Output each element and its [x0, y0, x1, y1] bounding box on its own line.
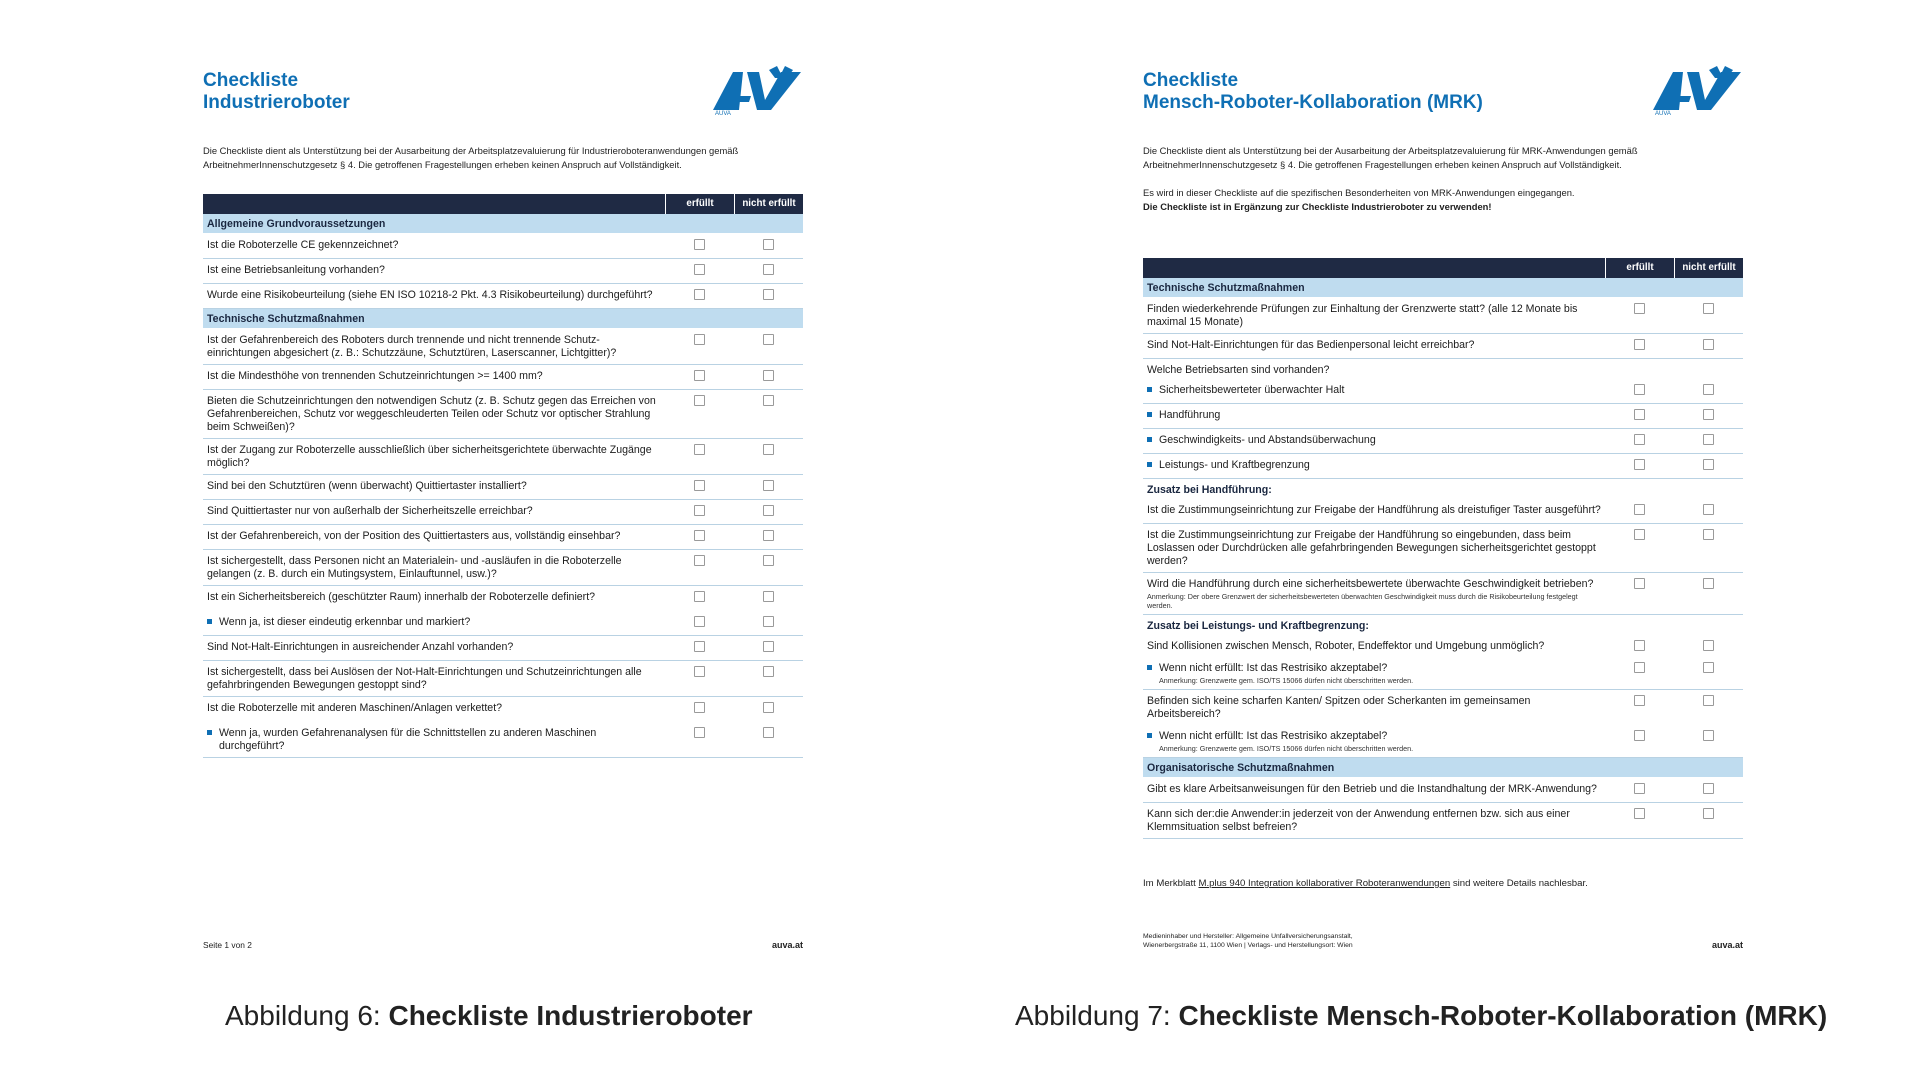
- table-row: Ist ein Sicherheitsbereich (geschützter Raum) innerhalb der Roboterzelle definiert?: [203, 586, 803, 611]
- table-row: Welche Betriebsarten sind vorhanden?: [1147, 364, 1330, 376]
- checkbox-erfuellt[interactable]: [1634, 783, 1645, 794]
- checkbox-nicht-erfuellt[interactable]: [1703, 578, 1714, 589]
- checkbox-erfuellt[interactable]: [694, 727, 705, 738]
- table-row: Wird die Handführung durch eine sicherheitsbewertete überwachte Geschwindigkeit betrieben? Anmerkung: Der obere Grenzwert der sicherheitsbewerteten überwachten Geschwindigkeit muss durch die Risikobeurteilung festgelegt werden.: [1143, 573, 1743, 615]
- checkbox-nicht-erfuellt[interactable]: [763, 370, 774, 381]
- subsection-label: Zusatz bei Handführung:: [1147, 484, 1272, 496]
- table-row: Ist die Roboterzelle mit anderen Maschinen/Anlagen verkettet?: [203, 697, 803, 722]
- checkbox-erfuellt[interactable]: [1634, 459, 1645, 470]
- checkbox-erfuellt[interactable]: [1634, 808, 1645, 819]
- checkbox-erfuellt[interactable]: [694, 334, 705, 345]
- table-row: Kann sich der:die Anwender:in jederzeit von der Anwendung entfernen bzw. sich aus einer Klemmsituation selbst befreien?: [1143, 803, 1743, 839]
- table-row: Ist die Mindesthöhe von trennenden Schutzeinrichtungen >= 1400 mm?: [203, 365, 803, 390]
- checkbox-erfuellt[interactable]: [694, 616, 705, 627]
- checkbox-erfuellt[interactable]: [1634, 409, 1645, 420]
- checkbox-nicht-erfuellt[interactable]: [1703, 459, 1714, 470]
- website-link[interactable]: auva.at: [1711, 940, 1743, 950]
- section-header: Technische Schutzmaßnahmen: [203, 309, 803, 329]
- table-row: Sind Kollisionen zwischen Mensch, Roboter, Endeffektor und Umgebung unmöglich?: [1143, 635, 1743, 657]
- checkbox-nicht-erfuellt[interactable]: [763, 264, 774, 275]
- merkblatt-link[interactable]: M.plus 940 Integration kollaborativer Roboteranwendungen: [1198, 878, 1451, 889]
- checkbox-nicht-erfuellt[interactable]: [763, 591, 774, 602]
- checkbox-nicht-erfuellt[interactable]: [1703, 434, 1714, 445]
- checkbox-erfuellt[interactable]: [694, 480, 705, 491]
- col-erfuellt: erfüllt: [665, 194, 734, 214]
- subsection-label: Zusatz bei Leistungs- und Kraftbegrenzung:: [1147, 620, 1369, 632]
- checkbox-erfuellt[interactable]: [1634, 640, 1645, 651]
- table-row: Ist der Zugang zur Roboterzelle ausschließlich über sicherheitsgerichtete überwachte Zugänge möglich?: [203, 439, 803, 475]
- table-row: Sind Not-Halt-Einrichtungen für das Bedienpersonal leicht erreichbar?: [1143, 334, 1743, 359]
- checkbox-erfuellt[interactable]: [694, 289, 705, 300]
- checkbox-nicht-erfuellt[interactable]: [763, 334, 774, 345]
- checkbox-nicht-erfuellt[interactable]: [763, 530, 774, 541]
- checkbox-nicht-erfuellt[interactable]: [763, 641, 774, 652]
- table-header: [1143, 258, 1743, 278]
- col-nicht-erfuellt: nicht erfüllt: [734, 194, 803, 214]
- table-row: Wenn ja, wurden Gefahrenanalysen für die Schnittstellen zu anderen Maschinen durchgeführt?: [203, 722, 803, 758]
- checkbox-nicht-erfuellt[interactable]: [1703, 783, 1714, 794]
- checkbox-erfuellt[interactable]: [1634, 504, 1645, 515]
- checkbox-erfuellt[interactable]: [694, 264, 705, 275]
- checkbox-nicht-erfuellt[interactable]: [763, 480, 774, 491]
- auva-logo: [711, 66, 803, 116]
- section-header: Organisatorische Schutzmaßnahmen: [1143, 758, 1743, 778]
- checkbox-erfuellt[interactable]: [1634, 730, 1645, 741]
- checkbox-erfuellt[interactable]: [1634, 434, 1645, 445]
- checkbox-nicht-erfuellt[interactable]: [1703, 730, 1714, 741]
- table-row: Wenn nicht erfüllt: Ist das Restrisiko akzeptabel? Anmerkung: Grenzwerte gem. ISO/TS 15066 dürfen nicht überschritten werden.: [1143, 657, 1743, 690]
- table-row: Ist sichergestellt, dass bei Auslösen der Not-Halt-Einrichtungen und Schutzeinrichtungen alle gefahrbringenden Bewegungen gestoppt sind?: [203, 661, 803, 697]
- checkbox-nicht-erfuellt[interactable]: [1703, 504, 1714, 515]
- row-note: Anmerkung: Grenzwerte gem. ISO/TS 15066 dürfen nicht überschritten werden.: [1159, 676, 1414, 685]
- table-row: Wenn ja, ist dieser eindeutig erkennbar und markiert?: [203, 611, 803, 636]
- checklist-page-industrieroboter: [185, 0, 805, 960]
- checkbox-nicht-erfuellt[interactable]: [763, 395, 774, 406]
- table-row: Sicherheitsbewerteter überwachter Halt: [1143, 379, 1743, 404]
- checkbox-nicht-erfuellt[interactable]: [1703, 303, 1714, 314]
- website-link[interactable]: auva.at: [771, 940, 803, 950]
- table-row: Ist die Zustimmungseinrichtung zur Freigabe der Handführung so eingebunden, dass beim Loslassen oder Durchdrücken alle gefahrbringenden Bewegungen sicherheitsgerichtet gestoppt werden?: [1143, 524, 1743, 573]
- auva-logo: [1651, 66, 1743, 116]
- checklist-table: [1143, 258, 1743, 839]
- checkbox-nicht-erfuellt[interactable]: [763, 727, 774, 738]
- checkbox-erfuellt[interactable]: [1634, 578, 1645, 589]
- checkbox-erfuellt[interactable]: [694, 370, 705, 381]
- table-row: Leistungs- und Kraftbegrenzung: [1143, 454, 1743, 479]
- section-header: Allgemeine Grundvoraussetzungen: [203, 214, 803, 234]
- checkbox-nicht-erfuellt[interactable]: [1703, 339, 1714, 350]
- row-note: Anmerkung: Der obere Grenzwert der sicherheitsbewerteten überwachten Geschwindigkeit muss durch die Risikobeurteilung festgelegt werden.: [1147, 592, 1578, 610]
- table-row: Befinden sich keine scharfen Kanten/ Spitzen oder Scherkanten im gemeinsamen Arbeitsbereich?: [1143, 690, 1743, 725]
- table-row: Ist die Roboterzelle CE gekennzeichnet?: [203, 234, 803, 259]
- checkbox-erfuellt[interactable]: [694, 702, 705, 713]
- col-nicht-erfuellt: nicht erfüllt: [1674, 258, 1743, 278]
- checkbox-nicht-erfuellt[interactable]: [763, 239, 774, 250]
- checkbox-nicht-erfuellt[interactable]: [1703, 529, 1714, 540]
- checkbox-erfuellt[interactable]: [694, 591, 705, 602]
- checklist-table: [203, 194, 803, 758]
- checkbox-erfuellt[interactable]: [1634, 662, 1645, 673]
- checkbox-nicht-erfuellt[interactable]: [1703, 384, 1714, 395]
- checkbox-nicht-erfuellt[interactable]: [763, 666, 774, 677]
- table-row: Ist der Gefahrenbereich, von der Position des Quittiertasters aus, vollständig einsehbar?: [203, 525, 803, 550]
- checkbox-nicht-erfuellt[interactable]: [1703, 640, 1714, 651]
- table-row: Geschwindigkeits- und Abstandsüberwachung: [1143, 429, 1743, 454]
- merkblatt-reference: Im Merkblatt M.plus 940 Integration kollaborativer Roboteranwendungen sind weitere Details nachlesbar.: [1143, 878, 1588, 889]
- checkbox-nicht-erfuellt[interactable]: [763, 505, 774, 516]
- figure-caption-6: Abbildung 6: Checkliste Industrieroboter: [225, 1000, 753, 1031]
- checkbox-erfuellt[interactable]: [1634, 303, 1645, 314]
- intro-text: Die Checkliste dient als Unterstützung bei der Ausarbeitung der Arbeitsplatzevaluierung für MRK-Anwendungen gemäß ArbeitnehmerInnenschutzgesetz § 4. Die getroffenen Fragestellungen erheben keinen Anspruch auf Vollständigkeit. Es wird in dieser Checkliste auf die spezifischen Besonderheiten von MRK-Anwendungen eingegangen. Die Checkliste ist in Ergänzung zur Checkliste Industrieroboter zu verwenden!: [1143, 145, 1638, 212]
- checkbox-nicht-erfuellt[interactable]: [763, 289, 774, 300]
- table-row: Sind Not-Halt-Einrichtungen in ausreichender Anzahl vorhanden?: [203, 636, 803, 661]
- table-row: Sind Quittiertaster nur von außerhalb der Sicherheitszelle erreichbar?: [203, 500, 803, 525]
- table-header: [203, 194, 803, 214]
- table-row: Wenn nicht erfüllt: Ist das Restrisiko akzeptabel? Anmerkung: Grenzwerte gem. ISO/TS 15066 dürfen nicht überschritten werden.: [1143, 725, 1743, 758]
- section-header: Technische Schutzmaßnahmen: [1143, 278, 1743, 298]
- table-row: Ist die Zustimmungseinrichtung zur Freigabe der Handführung als dreistufiger Taster ausgeführt?: [1143, 499, 1743, 524]
- checkbox-erfuellt[interactable]: [694, 555, 705, 566]
- checkbox-erfuellt[interactable]: [694, 530, 705, 541]
- table-row: Ist eine Betriebsanleitung vorhanden?: [203, 259, 803, 284]
- svg-text:AUVA: AUVA: [1655, 111, 1671, 116]
- table-row: Handführung: [1143, 404, 1743, 429]
- checkbox-erfuellt[interactable]: [1634, 695, 1645, 706]
- checkbox-erfuellt[interactable]: [694, 239, 705, 250]
- checkbox-erfuellt[interactable]: [694, 505, 705, 516]
- imprint: Medieninhaber und Hersteller: Allgemeine Unfallversicherungsanstalt, Wienerbergstraße 11, 1100 Wien | Verlags- und Herstellungsort: Wien: [1143, 933, 1353, 949]
- table-row: Ist der Gefahrenbereich des Roboters durch trennende und nicht trennende Schutz-einrichtungen abgesichert (z. B.: Schutzzäune, Schutztüren, Laserscanner, Lichtgitter)?: [203, 329, 803, 365]
- checkbox-nicht-erfuellt[interactable]: [1703, 695, 1714, 706]
- table-row: Wurde eine Risikobeurteilung (siehe EN ISO 10218-2 Pkt. 4.3 Risikobeurteilung) durchgeführt?: [203, 284, 803, 309]
- intro-text: Die Checkliste dient als Unterstützung bei der Ausarbeitung der Arbeitsplatzevaluierung für Industrieroboteranwendungen gemäß ArbeitnehmerInnenschutzgesetz § 4. Die getroffenen Fragestellungen erheben keinen Anspruch auf Vollständigkeit.: [203, 145, 739, 170]
- checkbox-nicht-erfuellt[interactable]: [763, 702, 774, 713]
- table-row: Finden wiederkehrende Prüfungen zur Einhaltung der Grenzwerte statt? (alle 12 Monate bis maximal 15 Monate): [1143, 298, 1743, 334]
- checkbox-nicht-erfuellt[interactable]: [763, 444, 774, 455]
- page-title: Checkliste Industrieroboter: [203, 70, 350, 113]
- page-title: Checkliste Mensch-Roboter-Kollaboration (MRK): [1143, 70, 1483, 113]
- checkbox-erfuellt[interactable]: [694, 666, 705, 677]
- table-row: Bieten die Schutzeinrichtungen den notwendigen Schutz (z. B. Schutz gegen das Erreichen von Gefahrenbereichen, Schutz vor weggeschleuderten Teilen oder Schutz vor optischer Strahlung beim Schweißen)?: [203, 390, 803, 439]
- table-row: Ist sichergestellt, dass Personen nicht an Materialein- und -ausläufen in die Roboterzelle gelangen (z. B. durch ein Mutingsystem, Einlauftunnel, usw.)?: [203, 550, 803, 586]
- checkbox-nicht-erfuellt[interactable]: [1703, 808, 1714, 819]
- svg-text:AUVA: AUVA: [715, 111, 731, 116]
- row-note: Anmerkung: Grenzwerte gem. ISO/TS 15066 dürfen nicht überschritten werden.: [1159, 744, 1414, 753]
- checkbox-erfuellt[interactable]: [1634, 339, 1645, 350]
- checkbox-erfuellt[interactable]: [1634, 529, 1645, 540]
- col-erfuellt: erfüllt: [1605, 258, 1674, 278]
- checkbox-erfuellt[interactable]: [694, 641, 705, 652]
- checklist-page-mrk: [1125, 0, 1745, 960]
- page-number: Seite 1 von 2: [203, 940, 252, 950]
- checkbox-erfuellt[interactable]: [694, 444, 705, 455]
- checkbox-nicht-erfuellt[interactable]: [1703, 409, 1714, 420]
- table-row: Sind bei den Schutztüren (wenn überwacht) Quittiertaster installiert?: [203, 475, 803, 500]
- checkbox-erfuellt[interactable]: [1634, 384, 1645, 395]
- checkbox-nicht-erfuellt[interactable]: [1703, 662, 1714, 673]
- checkbox-erfuellt[interactable]: [694, 395, 705, 406]
- figure-caption-7: Abbildung 7: Checkliste Mensch-Roboter-Kollaboration (MRK): [1015, 1000, 1828, 1031]
- checkbox-nicht-erfuellt[interactable]: [763, 555, 774, 566]
- checkbox-nicht-erfuellt[interactable]: [763, 616, 774, 627]
- table-row: Gibt es klare Arbeitsanweisungen für den Betrieb und die Instandhaltung der MRK-Anwendung?: [1143, 778, 1743, 803]
